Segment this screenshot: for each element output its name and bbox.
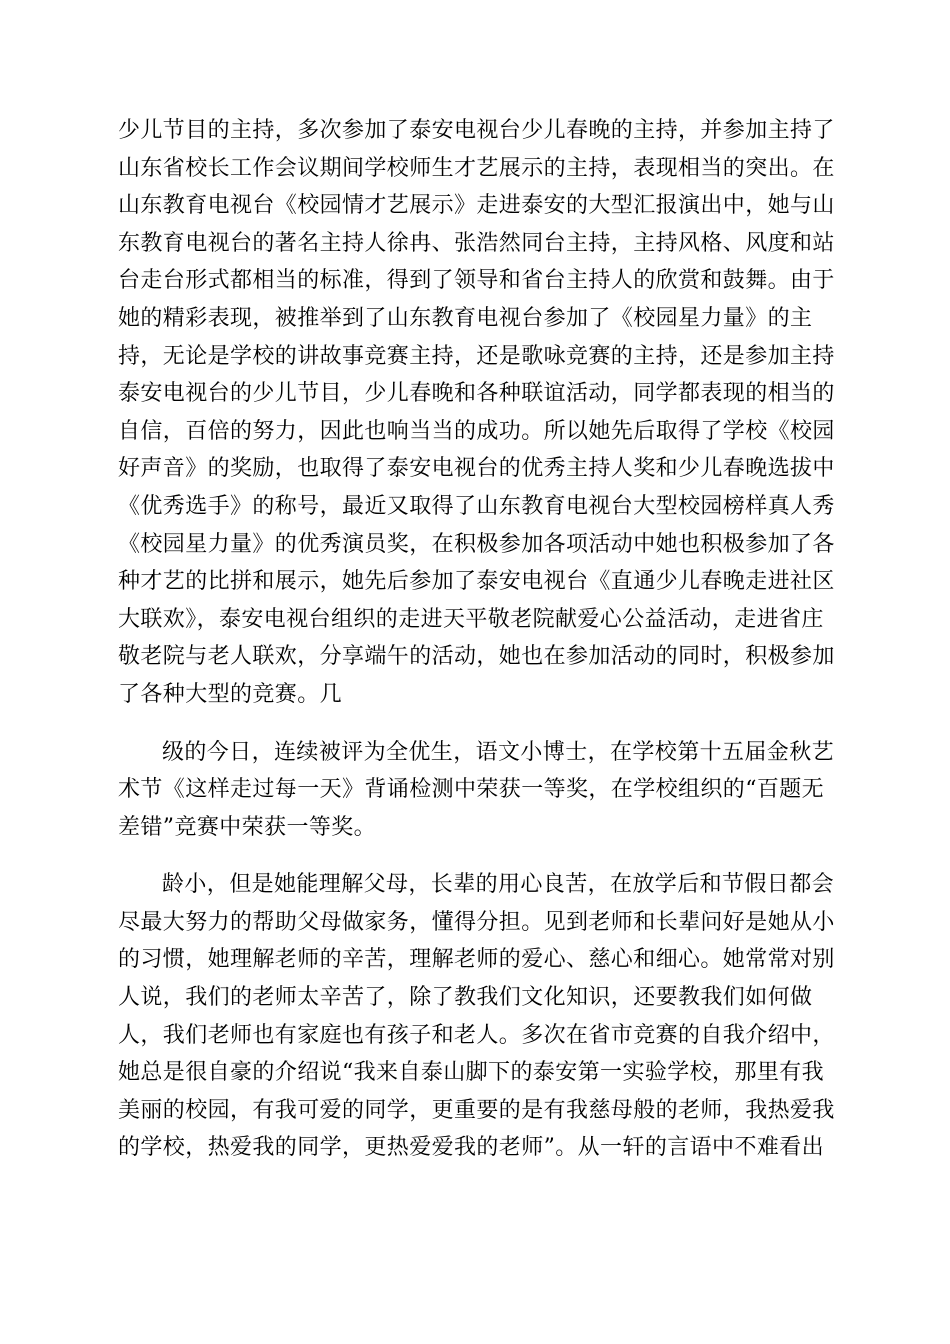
- text-line: 级的今日，连续被评为全优生，语文小博士，在学校第十五届金秋艺: [162, 739, 835, 765]
- text-line: 龄小，但是她能理解父母，长辈的用心良苦，在放学后和节假日都会: [162, 872, 835, 898]
- text-line: 她总是很自豪的介绍说“我来自泰山脚下的泰安第一实验学校，那里有我: [118, 1060, 825, 1086]
- text-line: 了各种大型的竞赛。几: [118, 681, 343, 707]
- text-line: 《优秀选手》的称号，最近又取得了山东教育电视台大型校园榜样真人秀: [118, 493, 835, 519]
- text-line: 的学校，热爱我的同学，更热爱爱我的老师”。从一轩的言语中不难看出: [118, 1135, 825, 1161]
- text-line: 持，无论是学校的讲故事竞赛主持，还是歌咏竞赛的主持，还是参加主持: [118, 343, 835, 369]
- text-line: 尽最大努力的帮助父母做家务，懂得分担。见到老师和长辈问好是她从小: [118, 909, 835, 935]
- text-line: 山东教育电视台《校园情才艺展示》走进泰安的大型汇报演出中，她与山: [118, 193, 835, 219]
- text-line: 台走台形式都相当的标准，得到了领导和省台主持人的欣赏和鼓舞。由于: [118, 268, 835, 294]
- text-line: 术节《这样走过每一天》背诵检测中荣获一等奖，在学校组织的“百题无: [118, 777, 825, 803]
- paragraph-spacer: [118, 846, 834, 866]
- paragraph-2: [118, 734, 834, 847]
- text-line: 差错”竞赛中荣获一等奖。: [118, 814, 377, 840]
- text-line: 敬老院与老人联欢，分享端午的活动，她也在参加活动的同时，积极参加: [118, 644, 835, 670]
- text-line: 山东省校长工作会议期间学校师生才艺展示的主持，表现相当的突出。在: [118, 155, 835, 181]
- text-line: 人，我们老师也有家庭也有孩子和老人。多次在省市竞赛的自我介绍中，: [118, 1022, 835, 1048]
- text-line: 东教育电视台的著名主持人徐冉、张浩然同台主持，主持风格、风度和站: [118, 230, 835, 256]
- text-line: 人说，我们的老师太辛苦了，除了教我们文化知识，还要教我们如何做: [118, 985, 813, 1011]
- text-line: 她的精彩表现，被推举到了山东教育电视台参加了《校园星力量》的主: [118, 305, 813, 331]
- text-line: 美丽的校园，有我可爱的同学，更重要的是有我慈母般的老师，我热爱我: [118, 1097, 835, 1123]
- text-line: 大联欢》，泰安电视台组织的走进天平敬老院献爱心公益活动，走进省庄: [118, 606, 824, 632]
- text-line: 泰安电视台的少儿节目，少儿春晚和各种联谊活动，同学都表现的相当的: [118, 381, 835, 407]
- text-line: 自信，百倍的努力，因此也响当当的成功。所以她先后取得了学校《校园: [118, 418, 835, 444]
- text-line: 的习惯，她理解老师的辛苦，理解老师的爱心、慈心和细心。她常常对别: [118, 947, 835, 973]
- text-line: 种才艺的比拼和展示，她先后参加了泰安电视台《直通少儿春晚走进社区: [118, 569, 835, 595]
- document-body: [118, 112, 834, 1167]
- text-line: 少儿节目的主持，多次参加了泰安电视台少儿春晚的主持，并参加主持了: [118, 118, 835, 143]
- text-line: 好声音》的奖励，也取得了泰安电视台的优秀主持人奖和少儿春晚选拔中: [118, 456, 835, 482]
- paragraph-3: [118, 866, 834, 1167]
- paragraph-spacer: [118, 714, 834, 734]
- text-line: 《校园星力量》的优秀演员奖，在积极参加各项活动中她也积极参加了各: [118, 531, 835, 557]
- paragraph-1: [118, 112, 834, 714]
